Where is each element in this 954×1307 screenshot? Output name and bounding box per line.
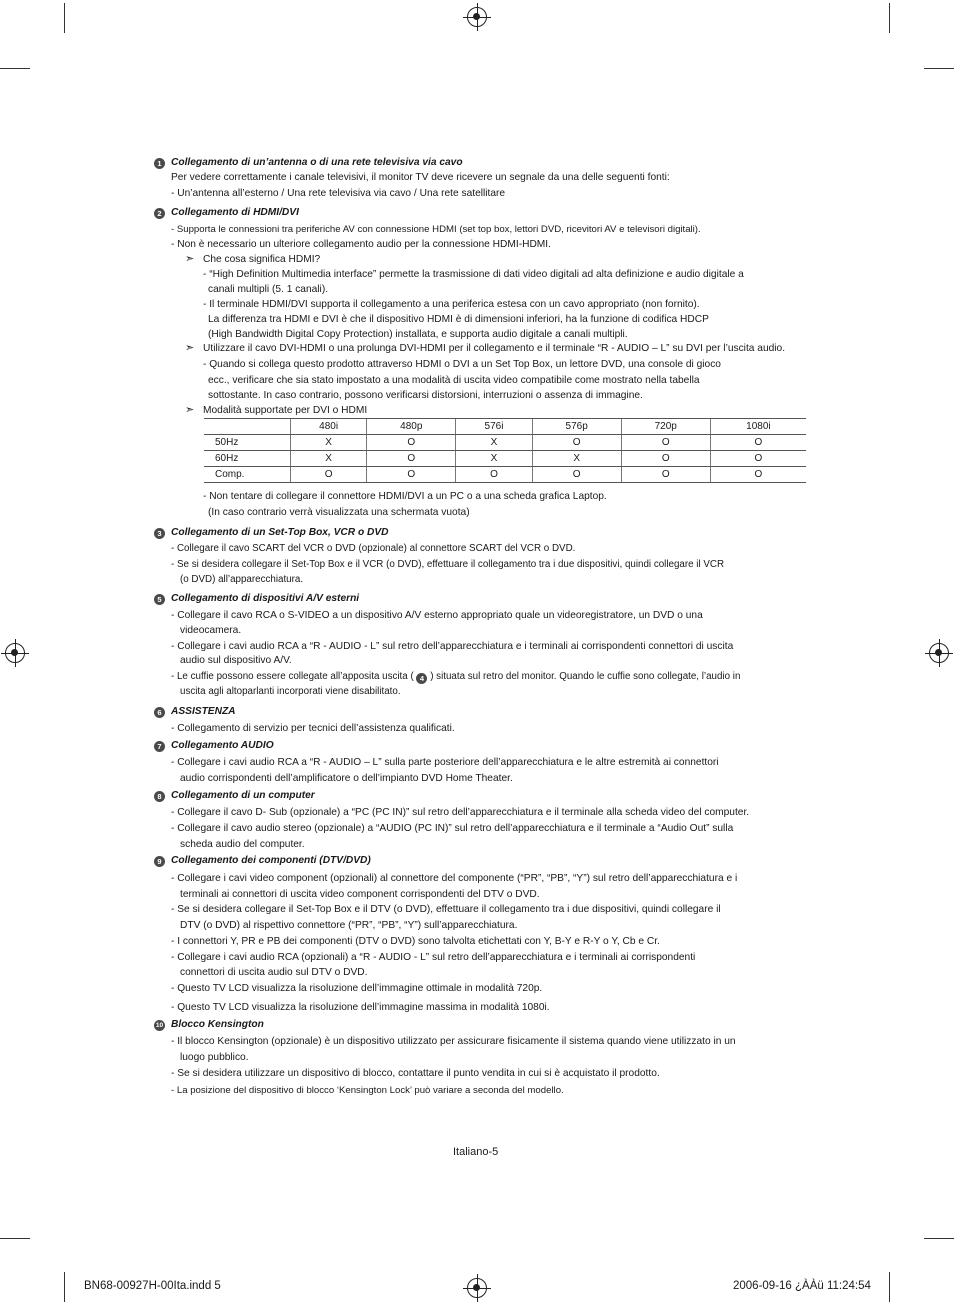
bullet-line: - Questo TV LCD visualizza la risoluzione dell’immagine massima in modalità 1080i. [171, 1002, 550, 1013]
registration-mark-icon [467, 1278, 487, 1298]
bullet-text: ) situata sul retro del monitor. Quando le cuffie sono collegate, l’audio in [430, 671, 741, 682]
note-line: sottostante. In caso contrario, possono verificarsi distorsioni, interruzioni o assenza di immagine. [208, 390, 643, 401]
bullet-line: - Supporta le connessioni tra periferiche AV con connessione HDMI (set top box, lettori DVD, ricevitori AV e televisori digitali). [171, 224, 701, 235]
table-cell: O [621, 435, 710, 451]
bullet-line: uscita agli altoparlanti incorporati viene disabilitato. [180, 686, 401, 697]
table-header-cell: 720p [621, 419, 710, 435]
table-row-header: 50Hz [204, 435, 291, 451]
headphone-jack-number-badge: 4 [416, 673, 427, 684]
crop-mark [924, 68, 954, 69]
crop-mark [0, 1238, 30, 1239]
section-title: Collegamento di HDMI/DVI [171, 207, 299, 218]
table-header-cell: 1080i [710, 419, 806, 435]
section-number-badge: 6 [154, 707, 165, 718]
table-header-cell: 576p [532, 419, 621, 435]
section-number-badge: 2 [154, 208, 165, 219]
table-cell [204, 419, 291, 435]
page-number: Italiano-5 [453, 1146, 499, 1158]
bullet-line: - Un’antenna all’esterno / Una rete televisiva via cavo / Una rete satellitare [171, 188, 506, 199]
section-title: ASSISTENZA [171, 706, 236, 717]
table-row [204, 467, 806, 483]
bullet-line: - Collegare il cavo audio stereo (opzionale) a “AUDIO (PC IN)” sul retro dell’apparecchiatura e il terminale a “Audio Out” sulla [171, 823, 734, 834]
section-title: Collegamento di un computer [171, 790, 315, 801]
table-cell: O [621, 451, 710, 467]
note-line: - Quando si collega questo prodotto attraverso HDMI o DVI a un Set Top Box, un lettore DVD, una console di gioco [203, 359, 721, 370]
table-cell: O [367, 435, 456, 451]
bullet-line: - Collegare i cavi audio RCA a “R - AUDIO – L” sulla parte posteriore dell’apparecchiatura e le altre estremità ai connettori [171, 757, 719, 768]
section-title: Collegamento dei componenti (DTV/DVD) [171, 855, 371, 866]
note-line: (In caso contrario verrà visualizzata una schermata vuota) [208, 507, 470, 518]
table-cell: O [367, 451, 456, 467]
table-row-header: 60Hz [204, 451, 291, 467]
table-cell: X [456, 451, 532, 467]
section-number-badge: 5 [154, 594, 165, 605]
arrow-icon: ➣ [185, 253, 195, 265]
section-title: Collegamento AUDIO [171, 740, 274, 751]
bullet-line: - Collegamento di servizio per tecnici dell’assistenza qualificati. [171, 723, 455, 734]
bullet-line: audio corrispondenti dell’amplificatore o dell’impianto DVD Home Theater. [180, 773, 513, 784]
bullet-line: - Collegare i cavi audio RCA a “R - AUDIO - L” sul retro dell’apparecchiatura e i terminali ai corrispondenti connettori di uscita [171, 641, 734, 652]
bullet-line: - Collegare il cavo SCART del VCR o DVD (opzionale) al connettore SCART del VCR o DVD. [171, 543, 576, 554]
note-line: - “High Definition Multimedia interface” permette la trasmissione di dati video digitali ad alta definizione e audio digitale a [203, 269, 744, 280]
crop-mark [64, 1272, 65, 1302]
bullet-line: - Il blocco Kensington (opzionale) è un dispositivo utilizzato per assicurare fisicamente il sistema quando viene utilizzato in un [171, 1036, 736, 1047]
table-cell: X [456, 435, 532, 451]
table-cell: O [367, 467, 456, 483]
table-cell: O [710, 451, 806, 467]
arrow-icon: ➣ [185, 342, 195, 354]
section-title: Collegamento di un’antenna o di una rete televisiva via cavo [171, 157, 463, 168]
crop-mark [924, 1238, 954, 1239]
section-title: Blocco Kensington [171, 1019, 264, 1030]
arrow-icon: ➣ [185, 404, 195, 416]
table-cell: O [621, 467, 710, 483]
bullet-line: videocamera. [180, 625, 242, 636]
table-header-cell: 480i [291, 419, 367, 435]
section-number-badge: 7 [154, 741, 165, 752]
note-line: - Non tentare di collegare il connettore HDMI/DVI a un PC o a una scheda grafica Laptop. [203, 491, 607, 502]
table-row [204, 451, 806, 467]
bullet-line: - Non è necessario un ulteriore collegamento audio per la connessione HDMI-HDMI. [171, 239, 551, 250]
bullet-line: (o DVD) all’apparecchiatura. [180, 574, 304, 585]
table-cell: X [532, 451, 621, 467]
note-line: canali multipli (5. 1 canali). [208, 284, 329, 295]
bullet-line: - Collegare i cavi audio RCA (opzionali) a “R - AUDIO - L” sul retro dell’apparecchiatura e i terminali ai corrispondenti [171, 952, 696, 963]
bullet-line: - Collegare i cavi video component (opzionali) al connettore del componente (“PR”, “PB”, “Y”) sul retro dell’apparecchiatura e i [171, 873, 738, 884]
table-header-row [204, 419, 806, 435]
note-line: (High Bandwidth Digital Copy Protection) installata, e supporta audio digitale a canali multipli. [208, 329, 628, 340]
section-number-badge: 3 [154, 528, 165, 539]
bullet-line: - Se si desidera collegare il Set-Top Box e il VCR (o DVD), effettuare il collegamento tra i due dispositivi, quindi collegare il VCR [171, 559, 725, 570]
bullet-line: - La posizione del dispositivo di blocco ‘Kensington Lock’ può variare a seconda del modello. [171, 1085, 564, 1096]
bullet-text: - Le cuffie possono essere collegate all’apposita uscita ( [171, 671, 414, 682]
crop-mark [64, 3, 65, 33]
note-line: La differenza tra HDMI e DVI è che il dispositivo HDMI è di dimensioni inferiori, ha la funzione di codifica HDCP [208, 314, 709, 325]
note-line: Che cosa significa HDMI? [203, 254, 321, 265]
table-cell: O [710, 467, 806, 483]
supported-modes-table [204, 418, 806, 483]
table-cell: O [456, 467, 532, 483]
table-cell: X [291, 451, 367, 467]
bullet-line: DTV (o DVD) al rispettivo connettore (“PR”, “PB”, “Y”) sull’apparecchiatura. [180, 920, 518, 931]
section-number-badge: 10 [155, 1022, 164, 1029]
bullet-line: luogo pubblico. [180, 1052, 249, 1063]
bullet-line: connettori di uscita audio sul DTV o DVD. [180, 967, 368, 978]
table-row [204, 435, 806, 451]
table-header-cell: 480p [367, 419, 456, 435]
bullet-line: - Questo TV LCD visualizza la risoluzione dell’immagine ottimale in modalità 720p. [171, 983, 543, 994]
section-number-badge: 9 [154, 856, 165, 867]
crop-mark [0, 68, 30, 69]
body-line: Per vedere correttamente i canale televisivi, il monitor TV deve ricevere un segnale da una delle seguenti fonti: [171, 172, 670, 183]
timestamp-slug: 2006-09-16 ¿ÀÀü 11:24:54 [733, 1280, 871, 1292]
bullet-line: - Se si desidera collegare il Set-Top Box e il DTV (o DVD), effettuare il collegamento tra i due dispositivi, quindi collegare il [171, 904, 721, 915]
table-row-header: Comp. [204, 467, 291, 483]
registration-mark-icon [929, 643, 949, 663]
file-slug: BN68-00927H-00Ita.indd 5 [84, 1280, 221, 1292]
bullet-line: - I connettori Y, PR e PB dei componenti (DTV o DVD) sono talvolta etichettati con Y, B-Y e R-Y o Y, Cb e Cr. [171, 936, 660, 947]
bullet-line: terminali ai connettori di uscita video component corrispondenti del DTV o DVD. [180, 889, 540, 900]
section-number-badge: 8 [154, 791, 165, 802]
bullet-line: - Se si desidera utilizzare un dispositivo di blocco, contattare il punto vendita in cui si è acquistato il prodotto. [171, 1068, 660, 1079]
table-cell: O [532, 435, 621, 451]
bullet-line: scheda audio del computer. [180, 839, 305, 850]
note-line: ecc., verificare che sia stato impostato a una modalità di uscita video compatibile come mostrato nella tabella [208, 375, 700, 386]
crop-mark [889, 3, 890, 33]
registration-mark-icon [5, 643, 25, 663]
table-cell: O [710, 435, 806, 451]
table-cell: O [532, 467, 621, 483]
section-title: Collegamento di dispositivi A/V esterni [171, 593, 360, 604]
bullet-line: - Collegare il cavo RCA o S-VIDEO a un dispositivo A/V esterno appropriato quale un videoregistratore, un DVD o una [171, 610, 703, 621]
table-header-cell: 576i [456, 419, 532, 435]
registration-mark-icon [467, 7, 487, 27]
table-cell: O [291, 467, 367, 483]
note-line: - Il terminale HDMI/DVI supporta il collegamento a una periferica estesa con un cavo appropriato (non fornito). [203, 299, 700, 310]
note-line: Utilizzare il cavo DVI-HDMI o una prolunga DVI-HDMI per il collegamento e il terminale “R - AUDIO – L” su DVI per l’uscita audio. [203, 343, 786, 354]
section-title: Collegamento di un Set-Top Box, VCR o DVD [171, 527, 389, 538]
crop-mark [889, 1272, 890, 1302]
note-line: Modalità supportate per DVI o HDMI [203, 405, 368, 416]
table-cell: X [291, 435, 367, 451]
bullet-line: audio sul dispositivo A/V. [180, 655, 292, 666]
bullet-line: - Collegare il cavo D- Sub (opzionale) a “PC (PC IN)” sul retro dell’apparecchiatura e il terminale alla scheda video del computer. [171, 807, 750, 818]
section-number-badge: 1 [154, 158, 165, 169]
bullet-line [171, 670, 740, 684]
